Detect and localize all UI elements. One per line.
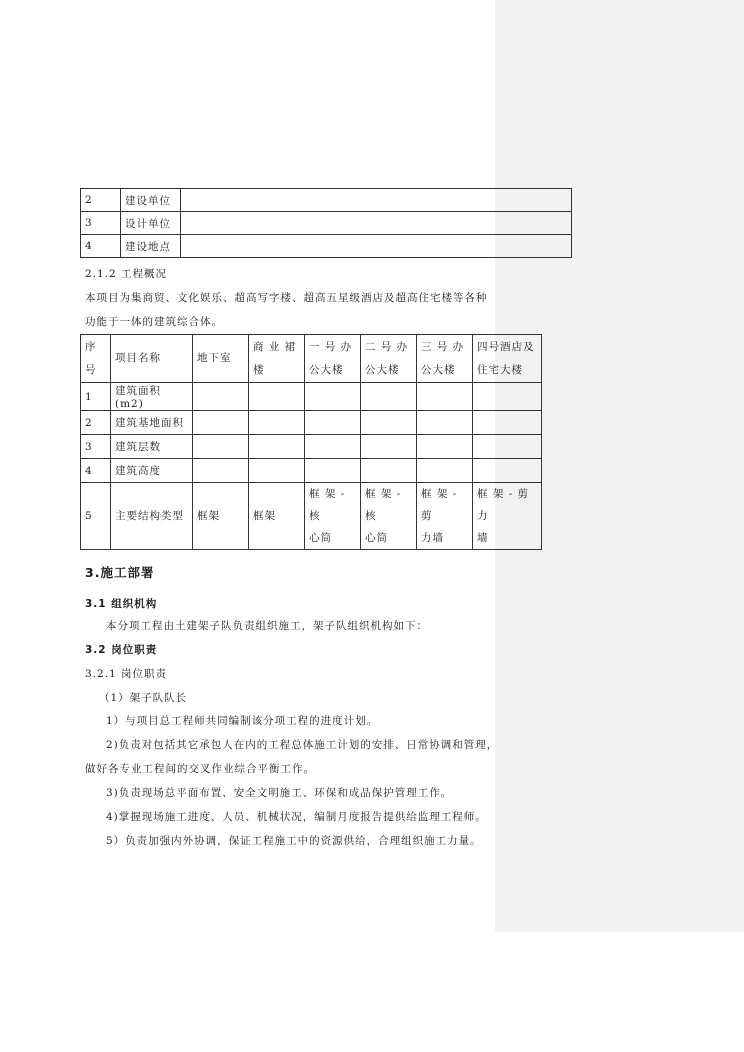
row-no: 3 [81,435,111,459]
overview-paragraph-line2: 功能于一体的建筑综合体。 [85,316,223,328]
cell: 框 架 - 剪 力 墙 [473,483,542,550]
cell: 框 架 - 剪 力墙 [417,483,473,550]
header-office-1: 一 号 办 公大楼 [305,335,361,383]
row-name: 主要结构类型 [111,483,193,550]
table-header-row [81,335,542,383]
cell [305,435,361,459]
cell [305,459,361,483]
section-321-heading: 3.2.1 岗位职责 [85,668,168,680]
building-overview-table [80,334,542,550]
section-3-heading: 3.施工部署 [85,565,155,580]
row-name: 建筑面积(m2) [111,383,193,411]
duty-2-line1: 2)负责对包括其它承包人在内的工程总体施工计划的安排、日常协调和管理， [106,739,499,751]
row-no: 4 [81,459,111,483]
row-no: 3 [81,212,121,235]
table-row [81,435,542,459]
header-office-3: 三 号 办 公大楼 [417,335,473,383]
row-no: 2 [81,411,111,435]
cell [361,383,417,411]
header-item-name: 项目名称 [111,335,193,383]
cell [249,411,305,435]
table-row [81,235,572,258]
cell [249,383,305,411]
table-row [81,383,542,411]
header-hotel: 四号酒店及 住宅大楼 [473,335,542,383]
cell [417,459,473,483]
table-row [81,189,572,212]
table-row [81,212,572,235]
cell: 框架 [249,483,305,550]
table-row [81,459,542,483]
cell [193,411,249,435]
row-value [181,189,572,212]
section-31-text: 本分项工程由土建架子队负责组织施工，架子队组织机构如下： [106,620,428,632]
row-no: 2 [81,189,121,212]
duty-1: 1）与项目总工程师共同编制该分项工程的进度计划。 [106,715,379,727]
cell [305,383,361,411]
cell [193,435,249,459]
row-label: 建设地点 [121,235,181,258]
cell [193,383,249,411]
row-value [181,235,572,258]
row-label: 设计单位 [121,212,181,235]
cell [249,459,305,483]
project-info-table [80,188,572,258]
section-32-heading: 3.2 岗位职责 [85,644,158,656]
row-no: 4 [81,235,121,258]
row-name: 建筑层数 [111,435,193,459]
duty-3: 3)负责现场总平面布置、安全文明施工、环保和成品保护管理工作。 [106,787,453,799]
duty-5: 5）负责加强内外协调，保证工程施工中的资源供给，合理组织施工力量。 [106,835,482,847]
header-basement: 地下室 [193,335,249,383]
cell: 框 架 - 核 心筒 [305,483,361,550]
cell [361,459,417,483]
cell [417,435,473,459]
row-no: 5 [81,483,111,550]
header-commercial: 商 业 裙 楼 [249,335,305,383]
duty-2-line2: 做好各专业工程间的交叉作业综合平衡工作。 [85,763,315,775]
cell [473,459,542,483]
cell [417,383,473,411]
row-name: 建筑高度 [111,459,193,483]
cell [361,411,417,435]
section-31-heading: 3.1 组织机构 [85,598,158,610]
table-row [81,483,542,550]
cell [361,435,417,459]
cell [305,411,361,435]
header-office-2: 二 号 办 公大楼 [361,335,417,383]
header-no: 序 号 [81,335,111,383]
cell [473,435,542,459]
cell [473,383,542,411]
row-value [181,212,572,235]
item-title: （1）架子队队长 [99,692,188,704]
cell [417,411,473,435]
section-212-heading: 2.1.2 工程概况 [85,268,168,280]
row-label: 建设单位 [121,189,181,212]
row-no: 1 [81,383,111,411]
cell [193,459,249,483]
cell: 框 架 - 核 心筒 [361,483,417,550]
overview-paragraph-line1: 本项目为集商贸、文化娱乐、超高写字楼、超高五星级酒店及超高住宅楼等各种 [85,292,488,304]
cell: 框架 [193,483,249,550]
cell [249,435,305,459]
cell [473,411,542,435]
duty-4: 4)掌握现场施工进度、人员、机械状况，编制月度报告提供给监理工程师。 [106,811,487,823]
table-row [81,411,542,435]
row-name: 建筑基地面积 [111,411,193,435]
